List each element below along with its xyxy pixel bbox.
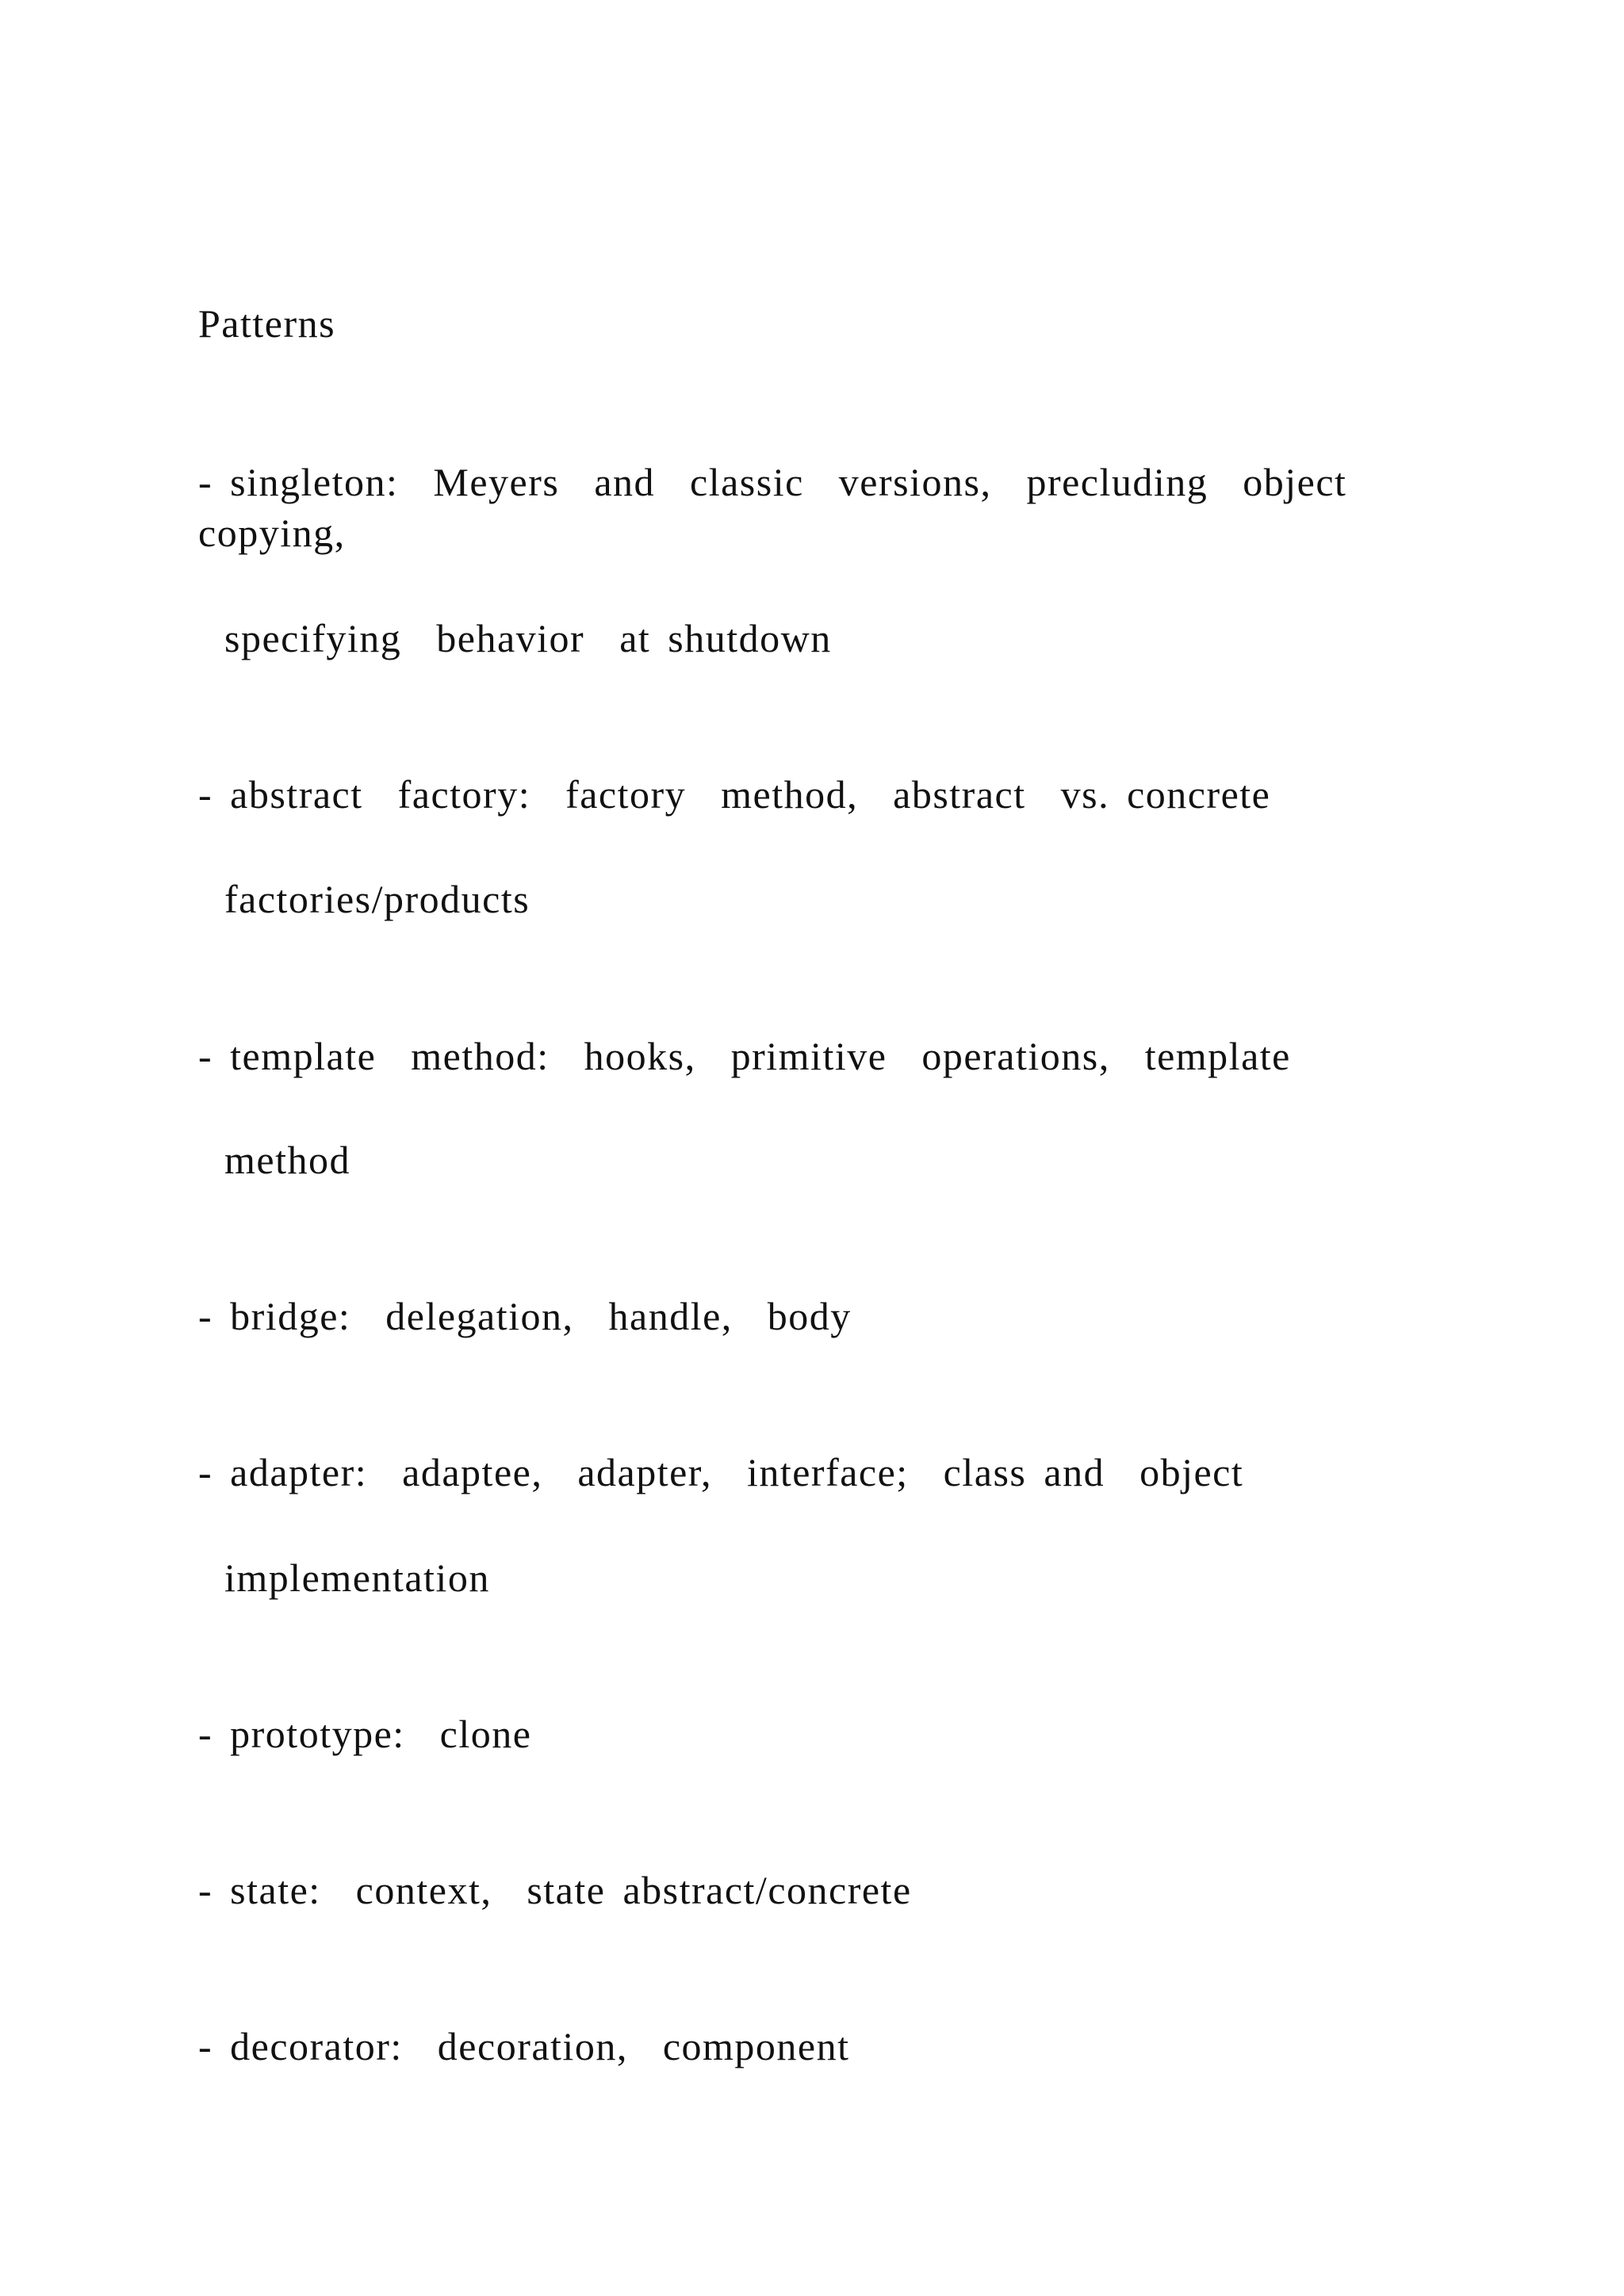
template-method-line-2: method bbox=[224, 1138, 350, 1182]
bridge-line-1: - bridge: delegation, handle, body bbox=[198, 1294, 852, 1338]
adapter-line-1: - adapter: adaptee, adapter, interface; class and object bbox=[198, 1450, 1244, 1494]
abstract-factory-line-2: factories/products bbox=[224, 877, 530, 921]
singleton-line-2: copying, bbox=[198, 511, 346, 555]
abstract-factory-line-1: - abstract factory: factory method, abstract vs. concrete bbox=[198, 772, 1271, 817]
prototype-line-1: - prototype: clone bbox=[198, 1712, 532, 1756]
singleton-line-1: - singleton: Meyers and classic versions, precluding object bbox=[198, 460, 1347, 504]
decorator-line-1: - decorator: decoration, component bbox=[198, 2024, 850, 2068]
template-method-line-1: - template method: hooks, primitive operations, template bbox=[198, 1034, 1291, 1078]
page-title: Patterns bbox=[198, 301, 336, 346]
singleton-line-3: specifying behavior at shutdown bbox=[224, 616, 832, 660]
adapter-line-2: implementation bbox=[224, 1556, 490, 1600]
state-line-1: - state: context, state abstract/concrete bbox=[198, 1868, 912, 1912]
